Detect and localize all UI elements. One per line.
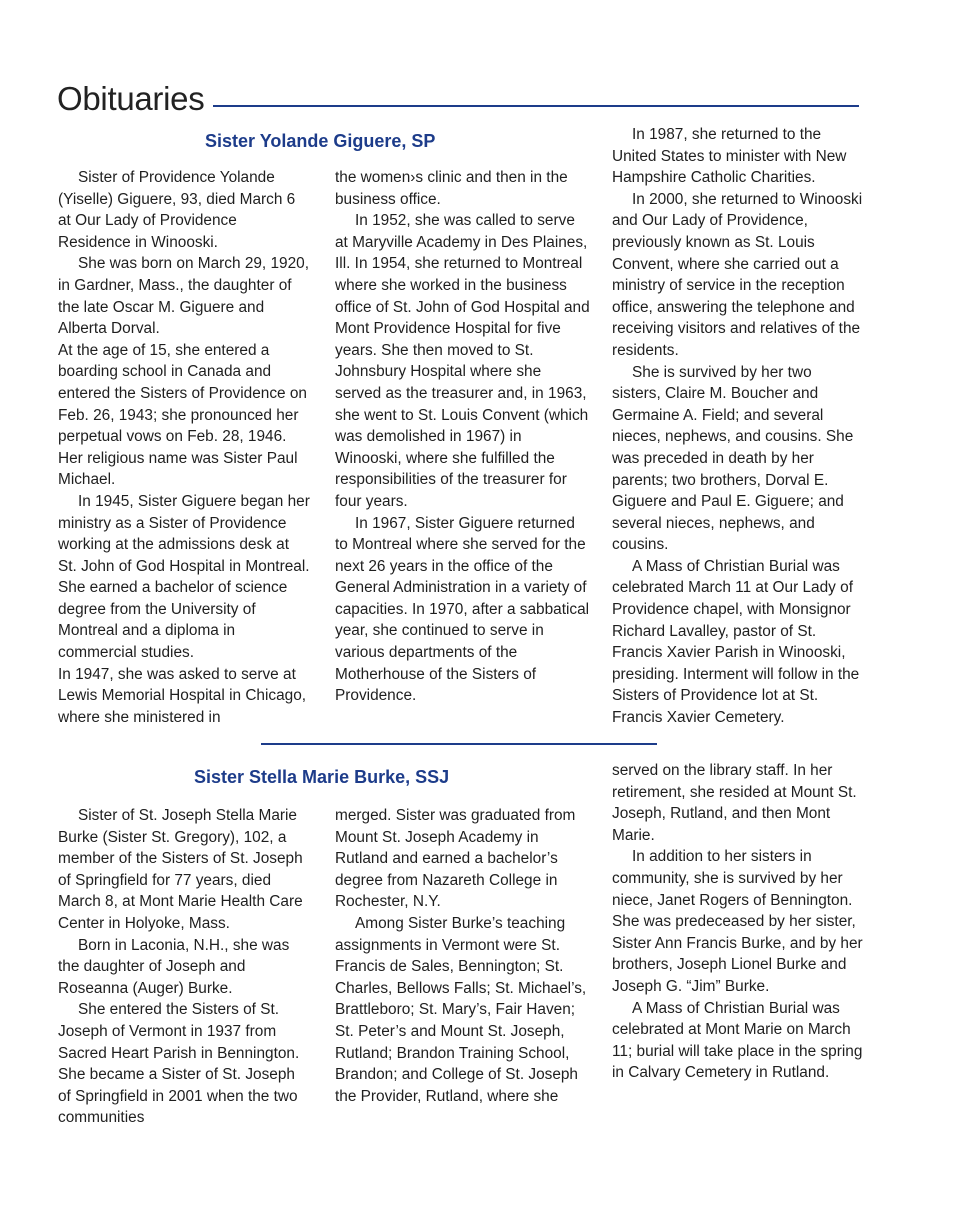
obituary-column <box>612 124 864 729</box>
paragraph: Among Sister Burke’s teaching assignments in Vermont were St. Francis de Sales, Bennington; St. Charles, Bellows Falls; St. Michael’s, Brattleboro; St. Mary’s, Fair Haven; St. Peter’s and Mount St. Joseph, Rutland; Brandon Training School, Brandon; and College of St. Joseph the Provider, Rutland, where she <box>335 914 587 1105</box>
section-divider <box>261 743 657 745</box>
paragraph: merged. Sister was graduated from Mount St. Joseph Academy in Rutland and earned a bachelor’s degree from Nazareth College in Rochester, N.Y. <box>335 807 576 911</box>
obituary-column <box>58 805 310 1129</box>
obituary-headline: Sister Stella Marie Burke, SSJ <box>194 767 450 787</box>
paragraph: In addition to her sisters in community, she is survived by her niece, Janet Rogers of Bennington. She was predeceased by her sister, Sister Ann Francis Burke, and by her brothers, Joseph Lionel Burke and Joseph G. “Jim” Burke. <box>612 848 863 995</box>
paragraph: A Mass of Christian Burial was celebrated at Mont Marie on March 11; burial will take place in the spring in Calvary Cemetery in Rutland. <box>612 999 863 1082</box>
section-title: Obituaries <box>57 80 205 117</box>
obituary-headline: Sister Yolande Giguere, SP <box>205 131 436 151</box>
paragraph: In 1947, she was asked to serve at Lewis Memorial Hospital in Chicago, where she ministered in <box>58 665 307 726</box>
paragraph: She was born on March 29, 1920, in Gardner, Mass., the daughter of the late Oscar M. Giguere and Alberta Dorval. <box>58 255 310 338</box>
obituary-column <box>612 760 864 1084</box>
paragraph: In 1945, Sister Giguere began her ministry as a Sister of Providence working at the admissions desk at St. John of God Hospital in Montreal. She earned a bachelor of science degree from the University of Montreal and a diploma in commercial studies. <box>58 492 310 662</box>
paragraph: Sister of St. Joseph Stella Marie Burke (Sister St. Gregory), 102, a member of the Sisters of St. Joseph of Springfield for 77 years, died March 8, at Mont Marie Health Care Center in Holyoke, Mass. <box>58 807 303 932</box>
paragraph: She is survived by her two sisters, Claire M. Boucher and Germaine A. Field; and several nieces, nephews, and cousins. She was preceded in death by her parents; two brothers, Dorval E. Giguere and Paul E. Giguere; and several nieces, nephews, and cousins. <box>612 363 854 554</box>
paragraph: In 1987, she returned to the United States to minister with New Hampshire Catholic Charities. <box>612 126 847 187</box>
paragraph: In 2000, she returned to Winooski and Our Lady of Providence, previously known as St. Louis Convent, where she carried out a ministry of service in the reception office, answering the telephone and receiving visitors and relatives of the residents. <box>612 190 863 359</box>
title-rule <box>213 105 859 107</box>
paragraph: served on the library staff. In her retirement, she resided at Mount St. Joseph, Rutland, and then Mont Marie. <box>612 762 857 844</box>
obituary-column <box>58 167 310 728</box>
paragraph: Sister of Providence Yolande (Yiselle) Giguere, 93, died March 6 at Our Lady of Providence Residence in Winooski. <box>58 169 296 251</box>
paragraph: In 1952, she was called to serve at Maryville Academy in Des Plaines, Ill. In 1954, she returned to Montreal where she worked in the business office of St. John of God Hospital and Mont Providence Hospital for five years. She then moved to St. Johnsbury Hospital where she served as the treasurer and, in 1963, she went to St. Louis Convent (which was demolished in 1967) in Winooski, where she fulfilled the responsibilities of the treasurer for four years. <box>335 212 590 510</box>
paragraph: A Mass of Christian Burial was celebrated March 11 at Our Lady of Providence chapel, with Monsignor Richard Lavalley, pastor of St. Francis Xavier Parish in Winooski, presiding. Interment will follow in the Sisters of Providence lot at St. Francis Xavier Cemetery. <box>612 557 860 727</box>
obituary-column <box>335 805 590 1107</box>
paragraph: She entered the Sisters of St. Joseph of Vermont in 1937 from Sacred Heart Parish in Bennington. She became a Sister of St. Joseph of Springfield in 2001 when the two communities <box>58 1001 300 1127</box>
paragraph: Born in Laconia, N.H., she was the daughter of Joseph and Roseanna (Auger) Burke. <box>58 936 290 997</box>
paragraph: At the age of 15, she entered a boarding school in Canada and entered the Sisters of Providence on Feb. 26, 1943; she pronounced her perpetual vows on Feb. 28, 1946. Her religious name was Sister Paul Michael. <box>58 341 307 489</box>
obituary-column <box>335 167 590 707</box>
paragraph: the women›s clinic and then in the business office. <box>335 169 568 208</box>
paragraph: In 1967, Sister Giguere returned to Montreal where she served for the next 26 years in the office of the General Administration in a variety of capacities. In 1970, after a sabbatical year, she continued to serve in various departments of the Motherhouse of the Sisters of Providence. <box>335 514 590 705</box>
